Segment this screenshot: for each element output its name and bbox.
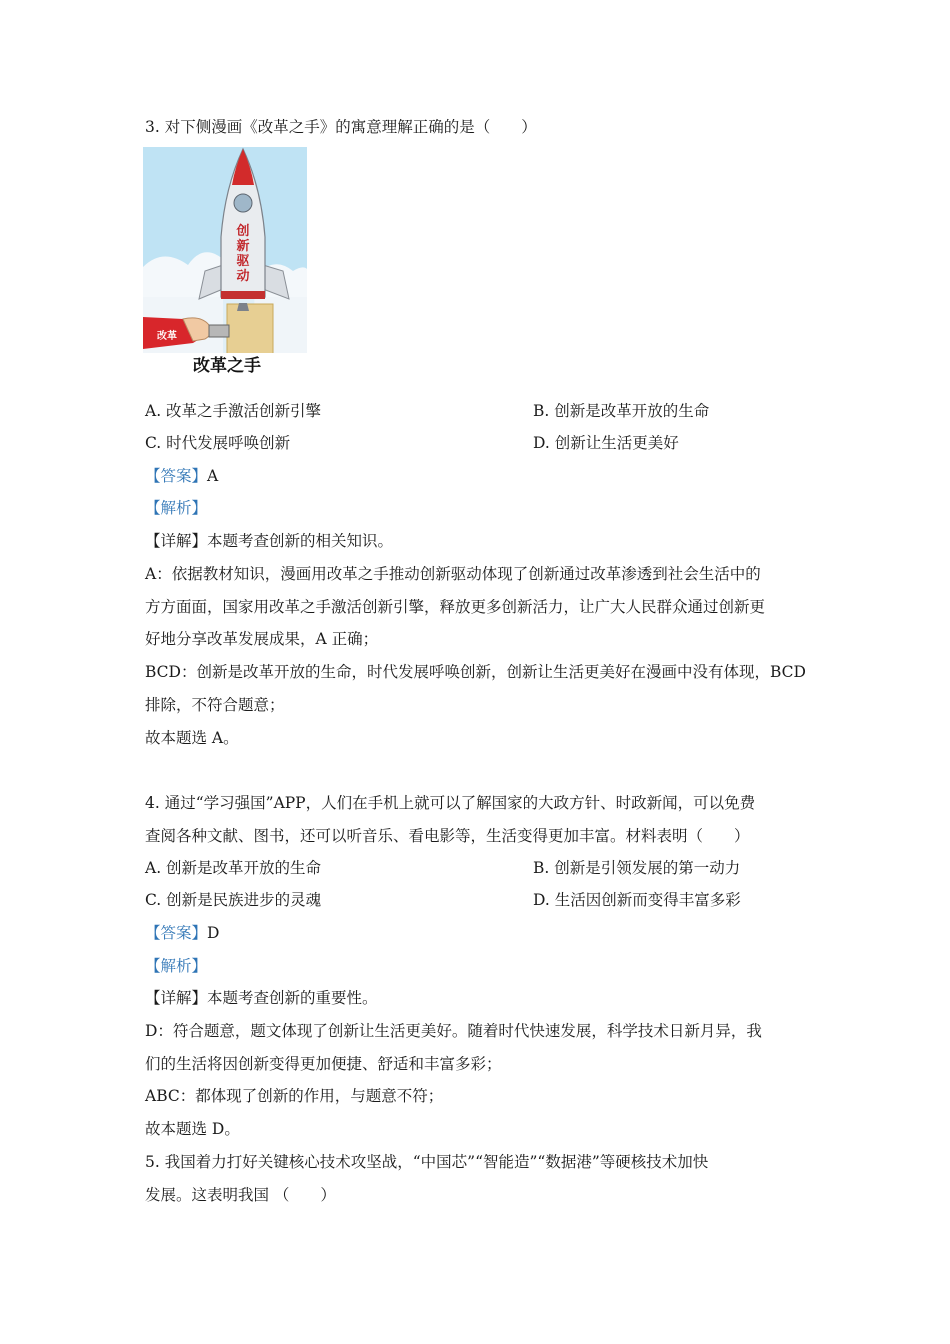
q3-option-d: D. 创新让生活更美好: [533, 434, 679, 452]
q3-line-5: 排除，不符合题意；: [145, 696, 285, 714]
q3-answer: [145, 465, 218, 487]
rocket-char-1: 创: [236, 224, 250, 239]
q3-option-a: A. 改革之手激活创新引擎: [145, 402, 322, 420]
q4-line-4: 故本题选 D。: [145, 1120, 240, 1138]
q3-line-6: 故本题选 A。: [145, 729, 239, 747]
q3-line-4: BCD：创新是改革开放的生命，时代发展呼唤创新，创新让生活更美好在漫画中没有体现，BCD: [145, 663, 806, 681]
q4-line-3: ABC：都体现了创新的作用，与题意不符；: [145, 1087, 444, 1105]
sleeve-label: 改革: [157, 331, 177, 342]
q3-line-2: 方方面面，国家用改革之手激活创新引擎，释放更多创新活力，让广大人民群众通过创新更: [145, 598, 766, 616]
rocket-char-4: 动: [236, 269, 250, 284]
q3-analysis-tag: 【解析】: [145, 499, 208, 517]
answer-tag: 【答案】: [145, 467, 208, 485]
q5-stem-1: 5. 我国着力打好关键核心技术攻坚战，“中国芯”“智能造”“数据港”等硬核技术加快: [145, 1153, 709, 1171]
q3-option-b: B. 创新是改革开放的生命: [533, 402, 710, 420]
q4-option-d: D. 生活因创新而变得丰富多彩: [533, 891, 741, 909]
answer-value: D: [207, 924, 220, 942]
q5-stem-2: 发展。这表明我国 （ ）: [145, 1186, 336, 1204]
q4-line-1: D：符合题意，题文体现了创新让生活更美好。随着时代快速发展，科学技术日新月异，我: [145, 1022, 762, 1040]
cartoon-caption: 改革之手: [193, 356, 261, 376]
q4-analysis-tag: 【解析】: [145, 957, 208, 975]
q4-stem-2: 查阅各种文献、图书，还可以听音乐、看电影等，生活变得更加丰富。材料表明（ ）: [145, 827, 750, 845]
q4-answer: [145, 922, 219, 944]
q4-line-2: 们的生活将因创新变得更加便捷、舒适和丰富多彩；: [145, 1055, 502, 1073]
detail-text: 本题考查创新的重要性。: [207, 989, 378, 1007]
q4-stem-1: 4. 通过“学习强国”APP，人们在手机上就可以了解国家的大政方针、时政新闻，可以免费: [145, 794, 756, 812]
rocket-char-2: 新: [236, 239, 250, 254]
q3-line-1: A：依据教材知识，漫画用改革之手推动创新驱动体现了创新通过改革渗透到社会生活中的: [145, 565, 761, 583]
detail-tag: 【详解】: [145, 989, 208, 1007]
q4-option-a: A. 创新是改革开放的生命: [145, 859, 322, 877]
q4-option-b: B. 创新是引领发展的第一动力: [533, 859, 741, 877]
answer-value: A: [207, 467, 219, 485]
detail-tag: 【详解】: [145, 532, 208, 550]
q3-stem: 3. 对下侧漫画《改革之手》的寓意理解正确的是（ ）: [145, 118, 537, 136]
q4-detail: [145, 987, 378, 1009]
q3-line-3: 好地分享改革发展成果，A 正确；: [145, 630, 379, 648]
reform-hand-cartoon: [143, 147, 307, 379]
q3-detail: [145, 530, 393, 552]
q3-option-c: C. 时代发展呼唤创新: [145, 434, 291, 452]
detail-text: 本题考查创新的相关知识。: [207, 532, 394, 550]
q4-option-c: C. 创新是民族进步的灵魂: [145, 891, 322, 909]
rocket-char-3: 驱: [236, 254, 250, 269]
answer-tag: 【答案】: [145, 924, 208, 942]
